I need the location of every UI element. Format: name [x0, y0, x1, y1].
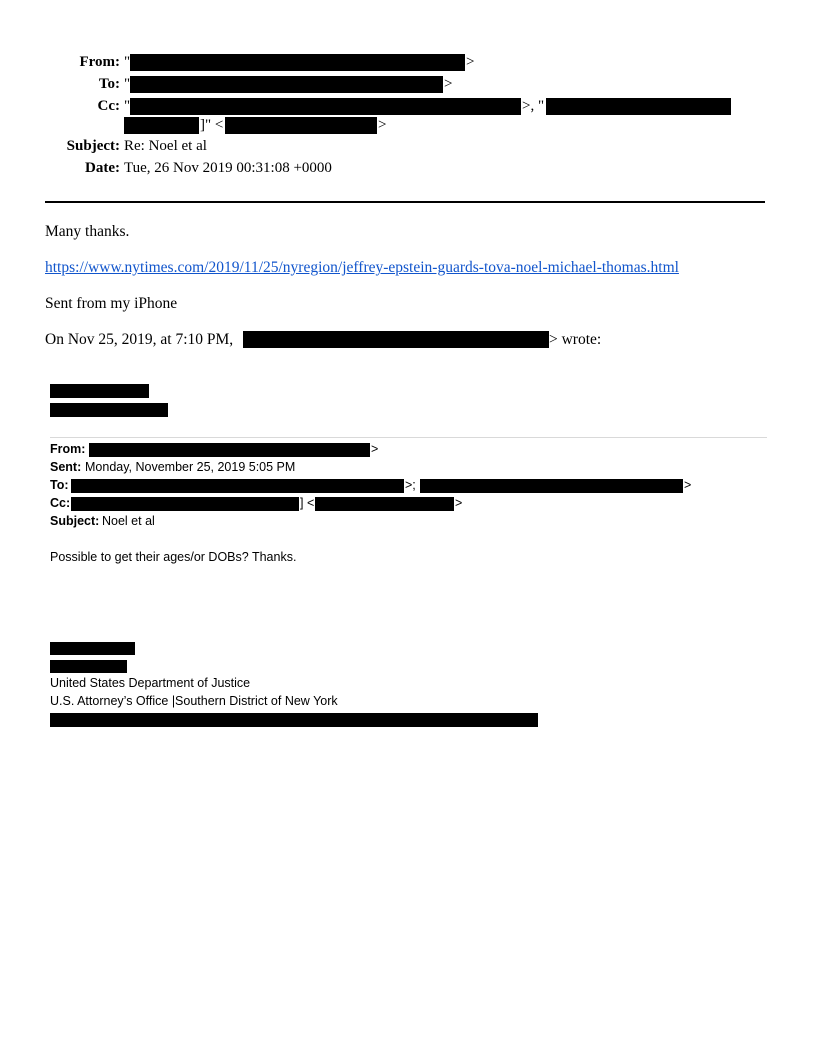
quoted-sent-label: Sent:: [50, 460, 82, 474]
redaction-cc-2-email: [225, 117, 377, 134]
quoted-message: Possible to get their ages/or DOBs? Thanks.: [50, 550, 297, 564]
quoted-cc-mid: ] <: [300, 496, 315, 510]
redaction-cc-1: [130, 98, 521, 115]
cc-quote: ": [124, 98, 131, 114]
redaction-quoted-from: [89, 443, 370, 457]
quoted-cc-label: Cc:: [50, 496, 71, 510]
cc-angle-close: >: [378, 117, 387, 133]
redaction-quoted-to-2: [420, 479, 683, 493]
quoted-subject-label: Subject:: [50, 514, 100, 528]
redaction-reply-sender: [243, 331, 549, 348]
subject-label: Subject:: [66, 138, 120, 154]
quoted-to-angle: >: [684, 478, 692, 492]
body-thanks: Many thanks.: [45, 223, 130, 240]
redaction-cc-2: [546, 98, 731, 115]
to-angle-close: >: [444, 76, 453, 92]
to-label: To:: [98, 76, 120, 92]
redaction-sig-contact: [50, 713, 538, 727]
redaction-quote-block-2: [50, 403, 168, 417]
sig-office: U.S. Attorney’s Office |Southern District of New York: [50, 694, 338, 708]
subject-value: Re: Noel et al: [124, 138, 207, 154]
quoted-sent-value: Monday, November 25, 2019 5:05 PM: [85, 460, 296, 474]
quoted-to-label: To:: [50, 478, 69, 492]
redaction-quoted-to-1: [71, 479, 404, 493]
quoted-from-label: From:: [50, 442, 86, 456]
quoted-subject-value: Noel et al: [102, 514, 155, 528]
quoted-cc-angle: >: [455, 496, 463, 510]
quoted-divider: [50, 437, 767, 438]
from-label: From:: [79, 54, 120, 70]
redaction-sig-title: [50, 660, 127, 673]
redaction-to-recipient: [130, 76, 443, 93]
reply-intro-suffix: > wrote:: [549, 331, 602, 348]
from-angle-close: >: [466, 54, 475, 70]
quoted-from-angle: >: [371, 442, 379, 456]
redaction-cc-2-cont: [124, 117, 199, 134]
cc-label: Cc:: [97, 98, 120, 114]
cc-separator: >, ": [522, 98, 545, 114]
sig-org: United States Department of Justice: [50, 676, 251, 690]
redaction-quoted-cc-2: [315, 497, 454, 511]
to-quote: ": [124, 76, 131, 92]
redaction-from-sender: [130, 54, 465, 71]
cc-tail: ]" <: [200, 117, 224, 133]
reply-intro-prefix: On Nov 25, 2019, at 7:10 PM,: [45, 331, 234, 348]
redaction-quote-block-1: [50, 384, 149, 398]
article-link[interactable]: https://www.nytimes.com/2019/11/25/nyregion/jeffrey-epstein-guards-tova-noel-michael-thomas.html: [45, 259, 679, 276]
redaction-quoted-cc-1: [71, 497, 299, 511]
date-label: Date:: [85, 160, 120, 176]
date-value: Tue, 26 Nov 2019 00:31:08 +0000: [124, 160, 332, 176]
redaction-sig-name: [50, 642, 135, 655]
quoted-to-separator: >;: [405, 478, 416, 492]
sent-from-iphone: Sent from my iPhone: [45, 295, 178, 312]
from-quote: ": [124, 54, 131, 70]
header-divider: [45, 201, 765, 203]
